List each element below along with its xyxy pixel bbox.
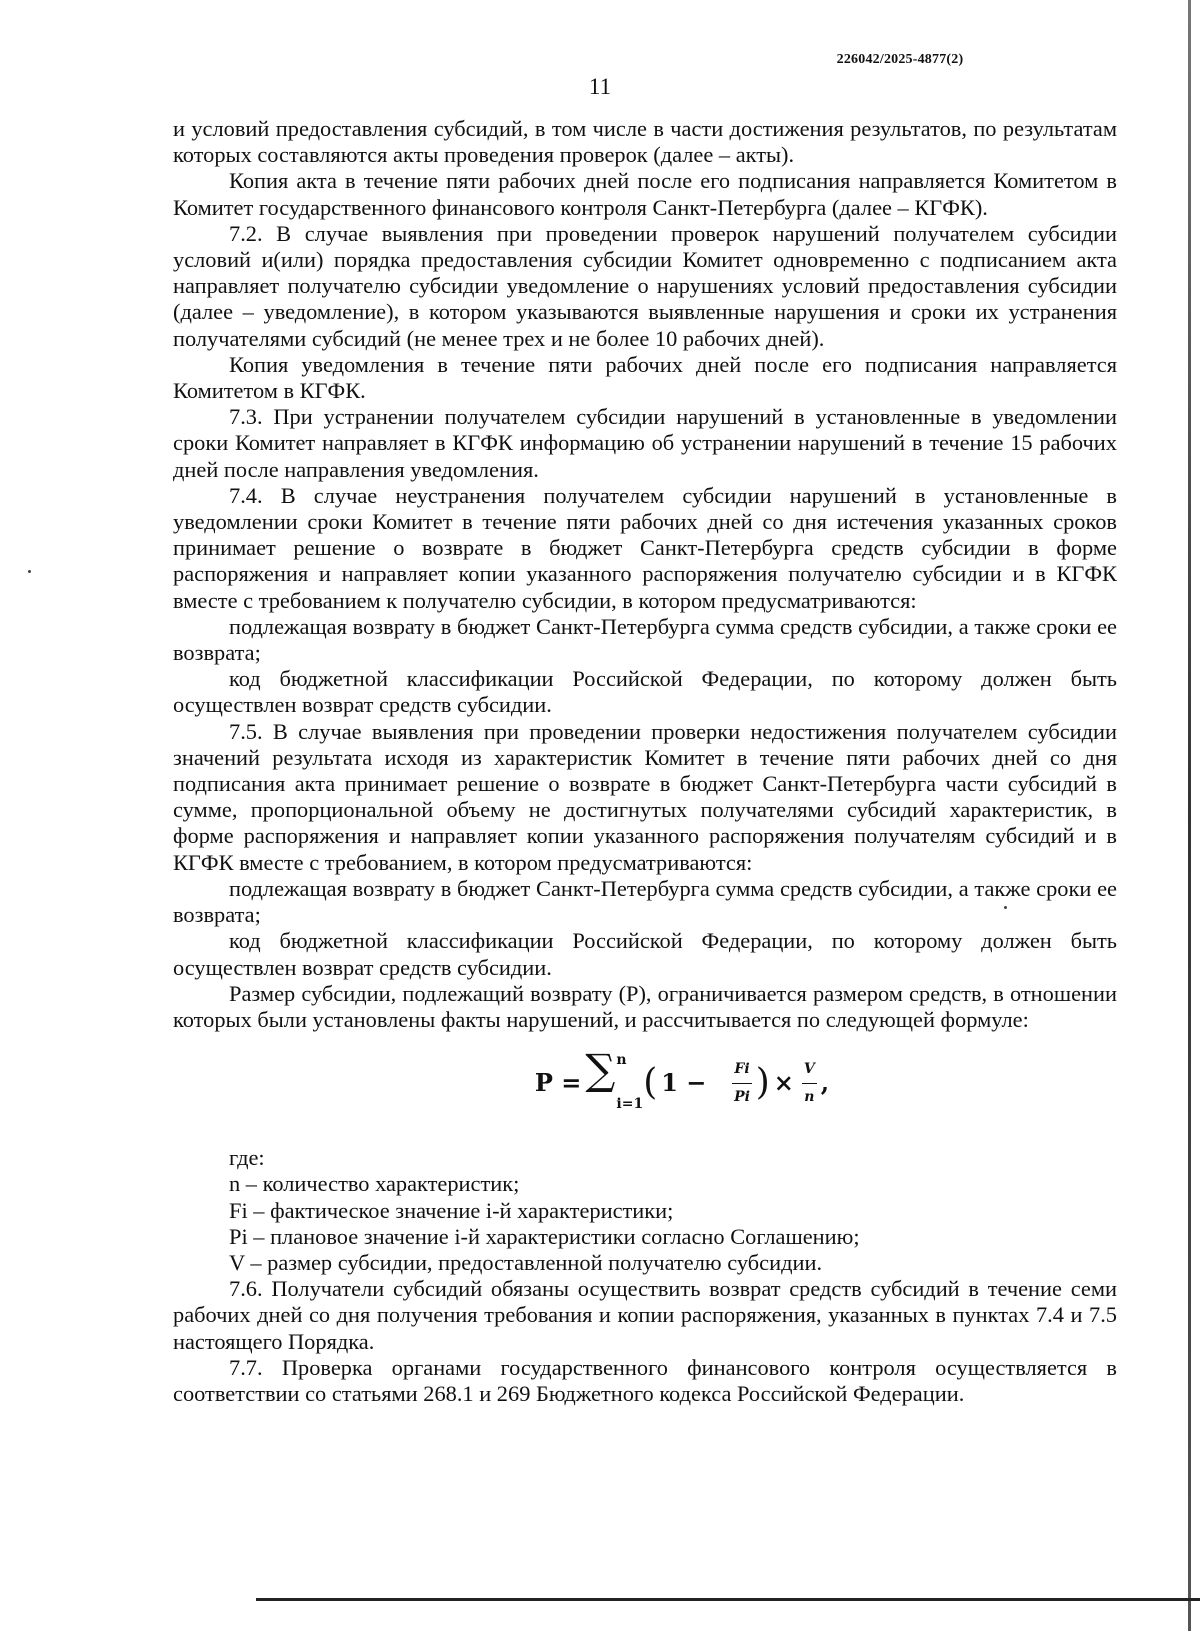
- paragraph-7-6: 7.6. Получатели субсидий обязаны осуществить возврат средств субсидий в течение семи рабочих дней со дня получения требования и копии распоряжения, указанных в пунктах 7.4 и 7.5 настоящего Порядка.: [173, 1276, 1117, 1354]
- fraction-fi-pi: [732, 1056, 751, 1109]
- paragraph: код бюджетной классификации Российской Федерации, по которому должен быть осуществлен возврат средств субсидии.: [173, 666, 1117, 718]
- paragraph-7-5: 7.5. В случае выявления при проведении проверки недостижения получателем субсидии значений результата исходя из характеристик Комитет в течение пяти рабочих дней со дня подписания акта принимает решение о возврате в бюджет Санкт-Петербурга части субсидий в сумме, пропорциональной объему не достигнутых получателями субсидий характеристик, в форме распоряжения и направляет копии указанного распоряжения получателям субсидий и в КГФК вместе с требованием, в котором предусматриваются:: [173, 718, 1117, 875]
- sum-lower-limit: i=1: [616, 1096, 644, 1113]
- where-label: где:: [229, 1145, 265, 1171]
- close-paren: ): [755, 1062, 770, 1104]
- definition-pi: Pi – плановое значение i-й характеристики согласно Соглашению;: [229, 1223, 860, 1249]
- definition-fi: Fi – фактическое значение i-й характеристики;: [229, 1197, 674, 1223]
- paragraph: подлежащая возврату в бюджет Санкт-Петербурга сумма средств субсидии, а также сроки ее возврата;: [173, 613, 1117, 666]
- body-text: [173, 116, 1117, 1407]
- paragraph: и условий предоставления субсидий, в том числе в части достижения результатов, по результатам которых составляются акты проведения проверок (далее – акты).: [173, 116, 1117, 168]
- paragraph: код бюджетной классификации Российской Федерации, по которому должен быть осуществлен возврат средств субсидии.: [173, 928, 1117, 980]
- paragraph-7-3: 7.3. При устранении получателем субсидии нарушений в установленные в уведомлении сроки Комитет направляет в КГФК информацию об устранении нарушений в течение 15 рабочих дней после направления уведомления.: [173, 404, 1117, 482]
- paragraph: подлежащая возврату в бюджет Санкт-Петербурга сумма средств субсидии, а также сроки ее возврата;: [173, 875, 1117, 928]
- fraction-numerator: V: [802, 1056, 817, 1083]
- paragraph-7-7: 7.7. Проверка органами государственного финансового контроля осуществляется в соответствии со статьями 268.1 и 269 Бюджетного кодекса Российской Федерации.: [173, 1354, 1117, 1406]
- document-number: 226042/2025-4877(2): [836, 52, 964, 67]
- formula-one-minus: 1 −: [661, 1068, 707, 1097]
- fraction-denominator: n: [804, 1088, 815, 1105]
- paragraph-7-4: 7.4. В случае неустранения получателем субсидии нарушений в установленные в уведомлении сроки Комитет в течение пяти рабочих дней со дня истечения указанных сроков принимает решение о возврате в бюджет Санкт-Петербурга средств субсидии в форме распоряжения и направляет копии указанного распоряжения получателю субсидии и в КГФК вместе с требованием к получателю субсидии, в котором предусматриваются:: [173, 482, 1117, 613]
- page-number: 11: [588, 74, 612, 99]
- definition-n: n – количество характеристик;: [229, 1171, 520, 1197]
- sigma-symbol: ∑: [585, 1044, 616, 1094]
- paragraph: Копия акта в течение пяти рабочих дней после его подписания направляется Комитетом в Комитет государственного финансового контроля Санкт-Петербурга (далее – КГФК).: [173, 168, 1117, 220]
- formula-lhs: P =: [534, 1068, 582, 1097]
- formula-sum: [585, 1044, 644, 1117]
- paragraph: Копия уведомления в течение пяти рабочих дней после его подписания направляется Комитетом в КГФК.: [173, 351, 1117, 404]
- formula-comma: ,: [820, 1068, 830, 1097]
- times-sign: ×: [773, 1068, 794, 1097]
- paragraph-7-2: 7.2. В случае выявления при проведении проверок нарушений получателем субсидии условий и(или) порядка предоставления субсидии Комитет одновременно с подписанием акта направляет получателю субсидии уведомление о нарушениях условий предоставления субсидии (далее – уведомление), в котором указываются выявленные нарушения и сроки их устранения получателями субсидий (не менее трех и не более 10 рабочих дней).: [173, 220, 1117, 351]
- fraction-denominator: Pi: [734, 1088, 750, 1105]
- fraction-v-n: [802, 1056, 817, 1109]
- fraction-numerator: Fi: [732, 1056, 751, 1083]
- refund-formula: [173, 1039, 1117, 1127]
- sum-limits: [616, 1049, 643, 1117]
- open-paren: (: [643, 1062, 658, 1104]
- scan-edge-bottom: [256, 1598, 1200, 1601]
- scan-speck: [28, 570, 31, 573]
- paragraph: Размер субсидии, подлежащий возврату (Р), ограничивается размером средств, в отношении которых были установлены факты нарушений, и рассчитывается по следующей формуле:: [173, 980, 1117, 1032]
- scan-edge-right: [1188, 0, 1191, 1631]
- sum-upper-limit: n: [616, 1051, 627, 1068]
- definition-v: V – размер субсидии, предоставленной получателю субсидии.: [229, 1249, 823, 1275]
- scan-speck: [1004, 906, 1007, 909]
